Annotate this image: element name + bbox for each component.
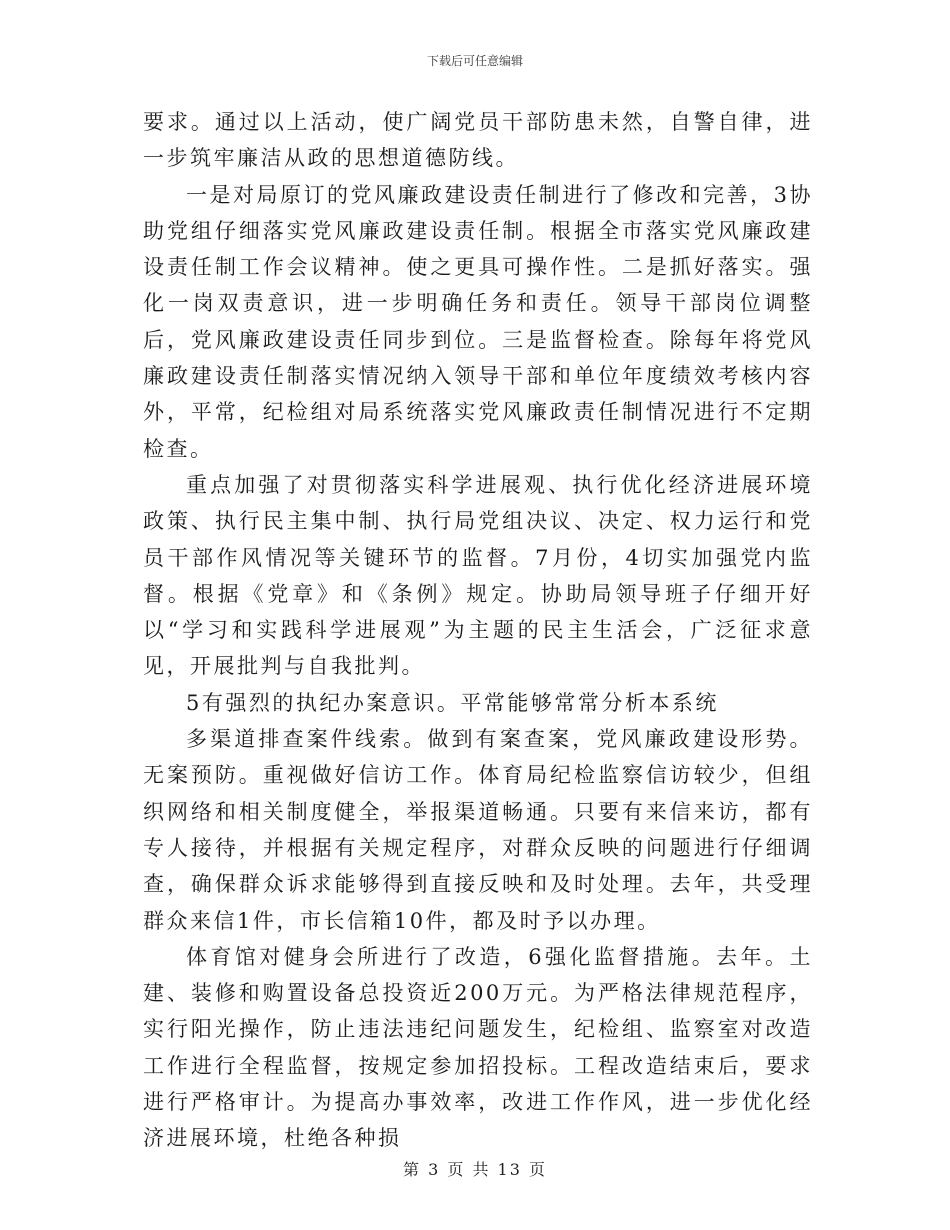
page-header-note: 下载后可任意编辑 xyxy=(426,54,523,68)
page-number: 第 3 页 共 13 页 xyxy=(403,1160,547,1179)
document-body xyxy=(143,104,813,1157)
paragraph-1: 要求。通过以上活动，使广阔党员干部防患未然，自警自律，进一步筑牢廉洁从政的思想道德防线。 xyxy=(143,110,813,171)
paragraph-3: 重点加强了对贯彻落实科学进展观、执行优化经济进展环境政策、执行民主集中制、执行局党组决议、决定、权力运行和党员干部作风情况等关键环节的监督。7月份，4切实加强党内监督。根据《党章》和《条例》规定。协助局领导班子仔细开好以“学习和实践科学进展观”为主题的民主生活会，广泛征求意见，开展批判与自我批判。 xyxy=(143,472,813,679)
paragraph-4: 5有强烈的执纪办案意识。平常能够常常分析本系统 xyxy=(186,690,719,715)
paragraph-6: 体育馆对健身会所进行了改造，6强化监督措施。去年。土建、装修和购置设备总投资近200万元。为严格法律规范程序，实行阳光操作，防止违法违纪问题发生，纪检组、监察室对改造工作进行全程监督，按规定参加招投标。工程改造结束后，要求进行严格审计。为提高办事效率，改进工作作风，进一步优化经济进展环境，杜绝各种损 xyxy=(143,944,813,1151)
paragraph-5: 多渠道排查案件线索。做到有案查案，党风廉政建设形势。无案预防。重视做好信访工作。体育局纪检监察信访较少，但组织网络和相关制度健全，举报渠道畅通。只要有来信来访，都有专人接待，并根据有关规定程序，对群众反映的问题进行仔细调查，确保群众诉求能够得到直接反映和及时处理。去年，共受理群众来信1件，市长信箱10件，都及时予以办理。 xyxy=(143,727,813,933)
paragraph-2: 一是对局原订的党风廉政建设责任制进行了修改和完善，3协助党组仔细落实党风廉政建设责任制。根据全市落实党风廉政建设责任制工作会议精神。使之更具可操作性。二是抓好落实。强化一岗双责意识，进一步明确任务和责任。领导干部岗位调整后，党风廉政建设责任同步到位。三是监督检查。除每年将党风廉政建设责任制落实情况纳入领导干部和单位年度绩效考核内容外，平常，纪检组对局系统落实党风廉政责任制情况进行不定期检查。 xyxy=(143,182,813,461)
